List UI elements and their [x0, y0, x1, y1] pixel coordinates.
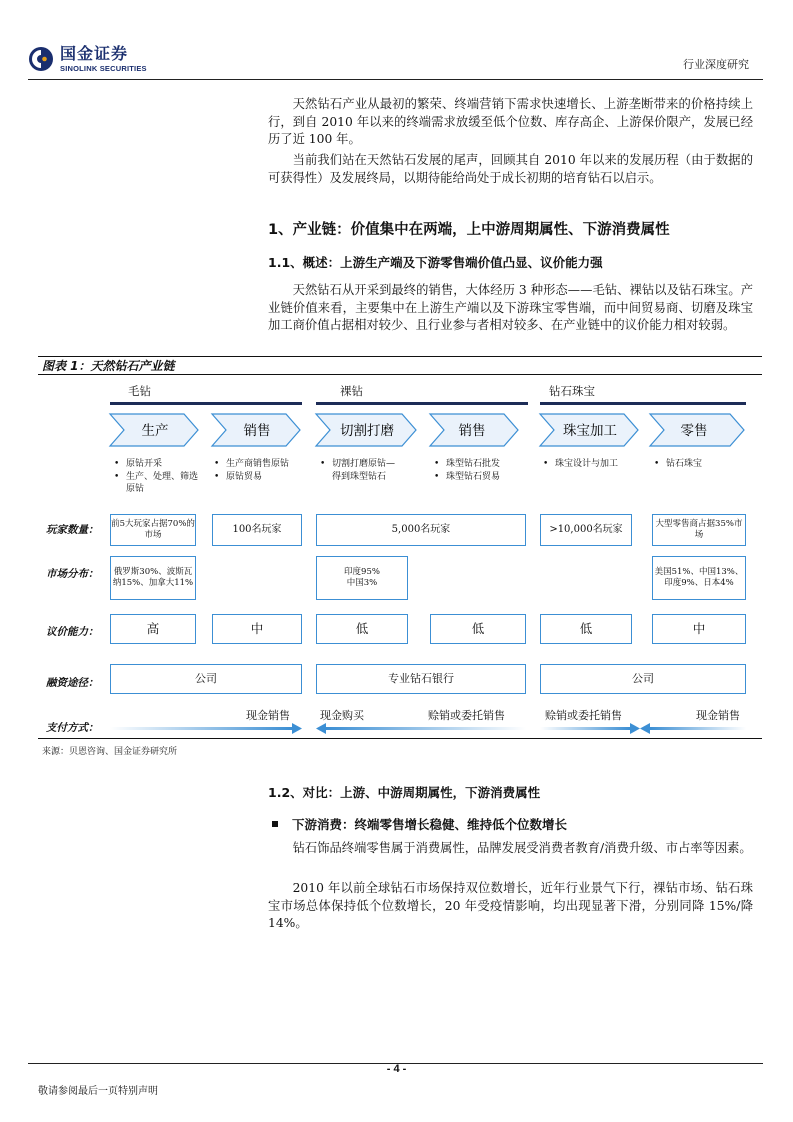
section-1-2-paragraph-1: 钻石饰品终端零售属于消费属性，品牌发展受消费者教育/消费升级、市占率等因素。	[292, 841, 752, 855]
downstream-bullet-title: 下游消费：终端零售增长稳健、维持低个位数增长	[292, 817, 568, 832]
logo-mark-icon	[28, 46, 54, 72]
payment-label-1: 现金销售	[246, 709, 290, 722]
list-item: • 生产、处理、筛选原钻	[112, 471, 204, 496]
financing-box-2: 专业钻石银行	[316, 664, 526, 694]
report-category: 行业深度研究	[683, 58, 749, 71]
header-divider	[28, 79, 763, 80]
stage-3-bullets	[318, 458, 402, 483]
segment-polished-line	[316, 402, 528, 405]
intro-paragraph-1: 天然钻石产业从最初的繁荣、终端营销下需求快速增长、上游垄断带来的价格持续上行，到自 2010 年以来的终端需求放缓至低个位数、库存高企、上游保价限产，发展已经历了近 100 年。	[268, 97, 753, 146]
stage-1-bullets	[112, 458, 204, 496]
list-item: • 切割打磨原钻—得到珠型钻石	[318, 458, 402, 483]
market-box-1: 俄罗斯30%、波斯瓦纳15%、加拿大11%	[110, 556, 196, 600]
market-box-3: 美国51%、中国13%、印度9%、日本4%	[652, 556, 746, 600]
stage-jewelry-making-label: 珠宝加工	[563, 423, 617, 439]
list-item: • 原钻贸易	[212, 471, 302, 484]
payment-arrows	[100, 722, 760, 736]
payment-arrow-right-1	[110, 723, 302, 734]
payment-arrow-left-1	[316, 723, 526, 734]
bargaining-box-4: 低	[430, 614, 526, 644]
bargaining-box-1: 高	[110, 614, 196, 644]
stage-6-bullets	[652, 458, 742, 471]
section-1-1-paragraph: 天然钻石从开采到最终的销售，大体经历 3 种形态——毛钻、裸钻以及钻石珠宝。产业链价值来看，主要集中在上游生产端以及下游珠宝零售端，而中间贸易商、切磨及珠宝加工商价值占据相对较少、且行业参与者相对较多、在产业链中的议价能力相对较弱。	[268, 283, 753, 332]
row-label-bargaining: 议价能力：	[46, 626, 99, 638]
payment-label-5: 现金销售	[696, 709, 740, 722]
stage-retail-label: 零售	[680, 423, 708, 439]
stage-4-bullets	[432, 458, 532, 483]
row-label-players: 玩家数量：	[46, 524, 99, 536]
players-box-1: 前5大玩家占据70%的市场	[110, 514, 196, 546]
company-logo	[28, 44, 147, 74]
financing-box-1: 公司	[110, 664, 302, 694]
stage-production	[110, 414, 198, 446]
stage-cutting-label: 切割打磨	[340, 423, 394, 439]
payment-label-2: 现金购买	[320, 709, 364, 722]
stage-polished-sales-label: 销售	[458, 423, 486, 439]
segment-polished-label: 裸钻	[340, 384, 363, 398]
footer-disclaimer: 敬请参阅最后一页特别声明	[38, 1086, 158, 1097]
figure-title: 图表 1：天然钻石产业链	[42, 359, 175, 373]
list-item: • 原钻开采	[112, 458, 204, 471]
value-chain-stages	[100, 410, 760, 456]
segment-jewelry-label: 钻石珠宝	[549, 384, 595, 398]
financing-box-3: 公司	[540, 664, 746, 694]
row-label-financing: 融资途径：	[46, 677, 99, 689]
payment-label-4: 赊销或委托销售	[545, 709, 622, 722]
list-item: • 珠宝设计与加工	[541, 458, 641, 471]
bargaining-box-5: 低	[540, 614, 632, 644]
stage-retail	[650, 414, 744, 446]
section-1-1-title: 1.1、概述：上游生产端及下游零售端价值凸显、议价能力强	[268, 255, 603, 270]
players-box-3: 5,000名玩家	[316, 514, 526, 546]
page-number: - 4 -	[386, 1063, 407, 1075]
row-label-market: 市场分布：	[46, 568, 99, 580]
stage-jewelry-making	[540, 414, 638, 446]
logo-en-text: SINOLINK SECURITIES	[60, 63, 147, 73]
stage-production-label: 生产	[141, 423, 169, 439]
list-item: • 生产商销售原钻	[212, 458, 302, 471]
payment-arrow-right-2	[540, 723, 640, 734]
segment-jewelry-line	[540, 402, 746, 405]
square-bullet-icon	[272, 821, 278, 827]
stage-5-bullets	[541, 458, 641, 471]
figure-bottom-rule	[38, 738, 762, 739]
players-box-2: 100名玩家	[212, 514, 302, 546]
payment-label-3: 赊销或委托销售	[428, 709, 505, 722]
bargaining-box-6: 中	[652, 614, 746, 644]
stage-cutting	[316, 414, 416, 446]
list-item: • 珠型钻石贸易	[432, 471, 532, 484]
players-box-5: 大型零售商占据35%市场	[652, 514, 746, 546]
logo-cn-text: 国金证券	[60, 43, 129, 63]
bargaining-box-2: 中	[212, 614, 302, 644]
segment-rough-label: 毛钻	[128, 384, 151, 398]
section-1-2-title: 1.2、对比：上游、中游周期属性，下游消费属性	[268, 785, 541, 800]
segment-rough-line	[110, 402, 302, 405]
bargaining-box-3: 低	[316, 614, 408, 644]
row-label-payment: 支付方式：	[46, 722, 99, 734]
players-box-4: >10,000名玩家	[540, 514, 632, 546]
figure-source: 来源：贝恩咨询、国金证券研究所	[42, 747, 178, 757]
list-item: • 珠型钻石批发	[432, 458, 532, 471]
stage-rough-sales-label: 销售	[243, 423, 271, 439]
stage-rough-sales	[212, 414, 300, 446]
intro-paragraph-2: 当前我们站在天然钻石发展的尾声，回顾其自 2010 年以来的发展历程（由于数据的可获得性）及发展终局，以期待能给尚处于成长初期的培育钻石以启示。	[268, 153, 753, 185]
section-1-2-paragraph-2: 2010 年以前全球钻石市场保持双位数增长，近年行业景气下行，裸钻市场、钻石珠宝市场总体保持低个位数增长，20 年受疫情影响，均出现显著下滑，分别同降 15%/降 14%。	[268, 881, 753, 930]
market-box-2: 印度95% 中国3%	[316, 556, 408, 600]
stage-2-bullets	[212, 458, 302, 483]
stage-polished-sales	[430, 414, 518, 446]
section-1-title: 1、产业链：价值集中在两端，上中游周期属性、下游消费属性	[268, 222, 670, 238]
list-item: • 钻石珠宝	[652, 458, 742, 471]
payment-arrow-left-2	[640, 723, 746, 734]
